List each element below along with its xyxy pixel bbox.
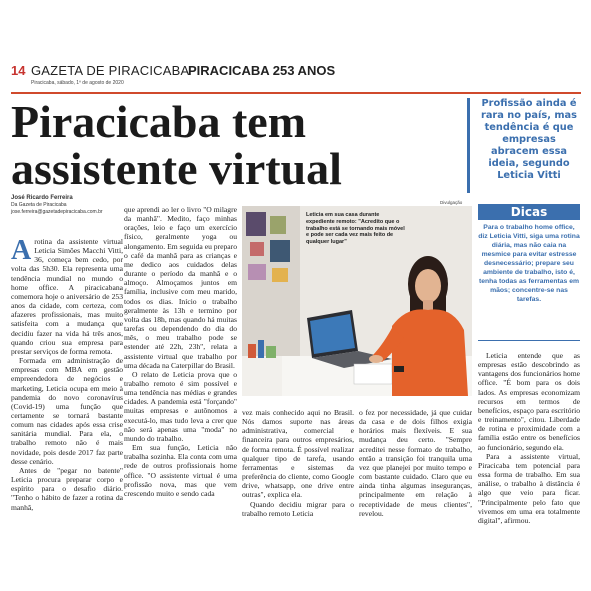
byline-email: jose.ferreira@gazetadepiracicaba.com.br <box>11 209 103 215</box>
photo-credit: Divulgação <box>440 200 463 205</box>
article-column-3 <box>242 408 354 518</box>
paragraph: vez mais conhecido aqui no Brasil. Nós damos suporte nas áreas administrativa, comercial e financeira para outros empresários, de forma remota. É possível realizar qualquer tipo de tarefa, usando ferramentas e sistemas da preferência do cliente, como Google drive, whatsapp, one drive entre outras", explica ela. <box>242 408 354 500</box>
tips-box-rule <box>478 340 580 341</box>
photo-caption: Leticia em sua casa durante expediente remoto: "Acredito que o trabalho está se tornando mais móvel e pode ser cada vez mais feito de qualquer lugar" <box>306 212 405 246</box>
byline-name: José Ricardo Ferreira <box>11 195 73 201</box>
header-rule <box>11 92 581 94</box>
standfirst: Profissão ainda é rara no país, mas tendência é que empresas abracem essa ideia, segundo Leticia Vitti <box>480 98 577 181</box>
section-title: PIRACICABA 253 ANOS <box>188 63 336 78</box>
paragraph: O relato de Leticia prova que o trabalho remoto é sim possível e uma tendência nas médias e grandes cidades. A pandemia está "forçando" muitas empresas e autônomos a executá-lo, mas tudo leva a crer que não será apenas uma "moda" no mundo do trabalho. <box>124 369 237 443</box>
standfirst-rule <box>467 98 470 193</box>
dateline: Piracicaba, sábado, 1º de agosto de 2020 <box>31 80 124 86</box>
article-column-2 <box>124 205 237 498</box>
page-number: 14 <box>11 63 26 78</box>
tips-box-title: Dicas <box>478 204 580 220</box>
paragraph: que aprendi ao ler o livro "O milagre da manhã". Medito, faço minhas orações, leio e faço um exercício físico, geralmente yoga ou alongamento. Em seguida eu preparo o café da manhã para as crianças e me dedico aos cuidados delas durante o período da manhã e o almoço. Almoçamos juntos em família, inclusive com meu marido, todos os dias. Início o trabalho geralmente às 13h e termino por volta das 18h, mas quando há muitas tarefas ou dependendo do dia do mês, o meu trabalho pode se estender até 22h, 23h", relata a assistente virtual que trabalho por uma década na Caterpillar do Brasil. <box>124 205 237 370</box>
paragraph: Quando decidiu migrar para o trabalho remoto Leticia <box>242 499 354 518</box>
paragraph: o fez por necessidade, já que cuidar da casa e de dois filhos exigia horários mais flexíveis. E sua mudança deu certo. "Sempre acreditei nesse formato de trabalho, então a transição foi tranquila uma vez que planejei por muito tempo e com bastante cuidado. Claro que eu ainda tinha algumas inseguranças, principalmente em relação à receptividade de meus clientes", revelou. <box>359 408 472 518</box>
paragraph: Antes de "pegar no batente" Leticia procura preparar corpo e espírito para o desafio diário. "Tenho o hábito de fazer a rotina da manhã, <box>11 465 123 512</box>
article-column-5 <box>478 351 580 525</box>
lead-text: rotina da assistente virtual Leticia Simões Macchi Vitti, 36, começa bem cedo, por volta das 5h30. Ela representa uma tendência mundial no mundo o home office. A piracicabana comemora hoje o aniversário de 253 anos da cidade, com certeza, com afazeres profissionais, mas muito satisfeita com a mudança que decidiu fazer na vida há três anos, quando criou sua empresa para prestar serviços de forma remota. <box>11 237 123 356</box>
paragraph: Em sua função, Leticia não trabalha sozinha. Ela conta com uma rede de outros profissionais home office. "O assistente virtual é uma profissão nova, mas que vem crescendo muito e sendo cada <box>124 443 237 498</box>
lead-paragraph <box>11 237 123 356</box>
drop-cap: A <box>11 235 32 266</box>
headline: Piracicaba tem assistente virtual <box>11 96 342 194</box>
article-column-1 <box>11 237 123 512</box>
newspaper-name: GAZETA DE PIRACICABA <box>31 63 190 78</box>
tips-box-body: Para o trabalho home office, diz Leticia Vitti, siga uma rotina diária, mas não caia na mesmice para evitar estresse desnecessário; prepare seu ambiente de trabalho, isto é, tenha todas as ferramentas em mãos; concentre-se nas tarefas. <box>478 224 580 303</box>
paragraph: Formada em administração de empresas com MBA em gestão empreendedora de negócios e marketing, Leticia ocupa em meio à pandemia do novo coronavírus (Covid-19) uma função que certamente se tornará bastante comum nas cidades após essa crise sanitária mundial. Para ela, o trabalho remoto não é mais novidade, pois desde 2017 faz parte desse cenário. <box>11 356 123 466</box>
article-column-4 <box>359 408 472 518</box>
paragraph: Leticia entende que as empresas estão descobrindo as vantagens dos funcionários home office. "É bom para os dois lados. As empresas economizam recursos em termos de benefícios, espaço para escritório e treinamento", citou. Liberdade de rotina e proximidade com a família estão entre os benefícios ao funcionário, segundo ela. <box>478 351 580 452</box>
paragraph: Para a assistente virtual, Piracicaba tem potencial para essa forma de trabalho. Em sua análise, o trabalho à distância é algo que veio para ficar. "Principalmente pelo fato que vivemos em uma era totalmente digital", afirmou. <box>478 451 580 525</box>
byline-org: Da Gazeta de Piracicaba <box>11 202 67 208</box>
